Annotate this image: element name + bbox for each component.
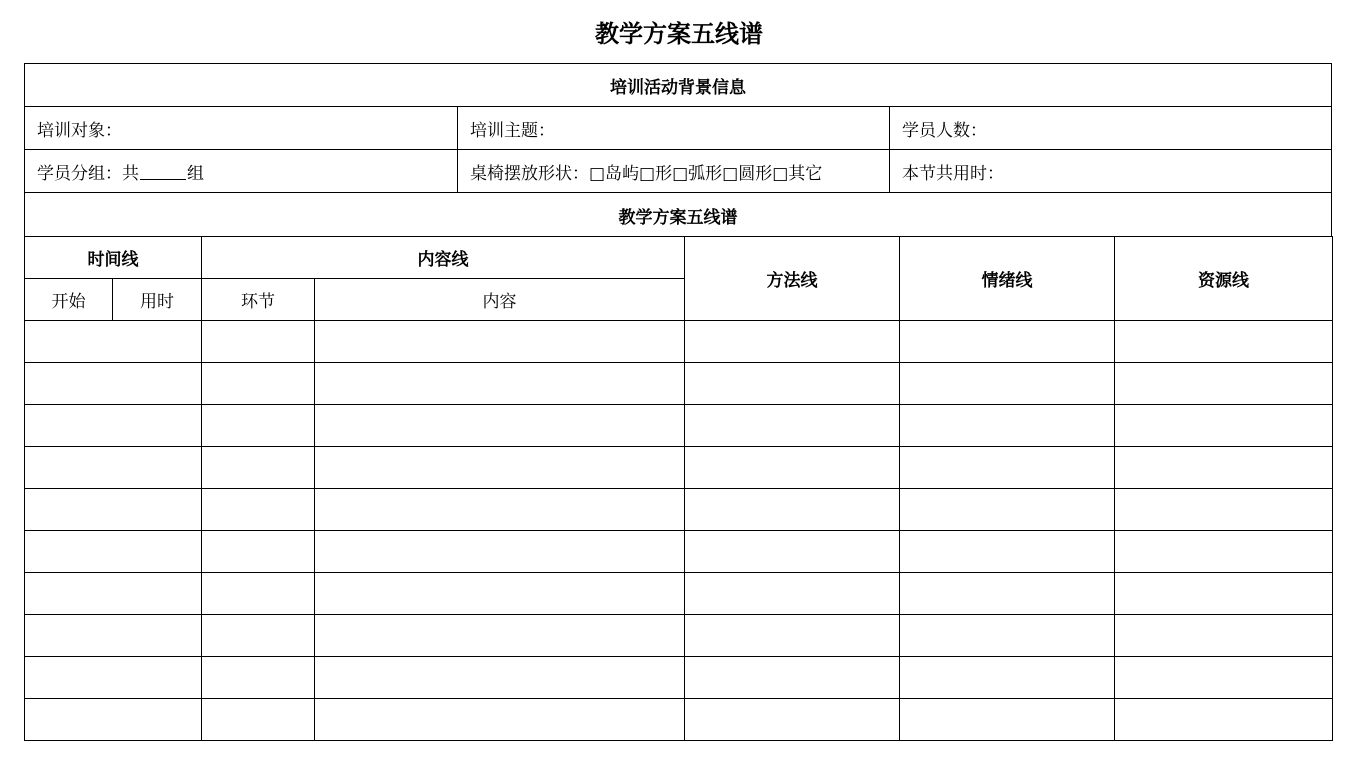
content-cell[interactable] xyxy=(315,657,685,699)
grouping-field[interactable] xyxy=(25,150,458,192)
resource-cell[interactable] xyxy=(1115,405,1333,447)
method-cell[interactable] xyxy=(685,321,900,363)
segment-cell[interactable] xyxy=(202,489,315,531)
topic-field[interactable]: 培训主题： xyxy=(458,107,890,149)
time-cell[interactable] xyxy=(25,699,202,741)
resource-cell[interactable] xyxy=(1115,447,1333,489)
resource-cell[interactable] xyxy=(1115,615,1333,657)
table-row xyxy=(25,573,1333,615)
emotion-cell[interactable] xyxy=(900,405,1115,447)
duration-subheader: 用时 xyxy=(113,279,202,321)
trainee-count-field[interactable]: 学员人数： xyxy=(902,120,987,141)
background-row-1 xyxy=(25,107,1331,150)
segment-cell[interactable] xyxy=(202,657,315,699)
time-cell[interactable] xyxy=(25,531,202,573)
method-cell[interactable] xyxy=(685,489,900,531)
group-count-blank[interactable] xyxy=(140,162,186,180)
emotion-cell[interactable] xyxy=(900,573,1115,615)
method-line-header: 方法线 xyxy=(685,237,900,321)
emotion-cell[interactable] xyxy=(900,615,1115,657)
table-row xyxy=(25,447,1333,489)
content-cell[interactable] xyxy=(315,573,685,615)
table-row xyxy=(25,699,1333,741)
method-cell[interactable] xyxy=(685,657,900,699)
segment-cell[interactable] xyxy=(202,699,315,741)
emotion-cell[interactable] xyxy=(900,363,1115,405)
table-row xyxy=(25,531,1333,573)
content-cell[interactable] xyxy=(315,615,685,657)
time-line-header: 时间线 xyxy=(25,237,202,279)
resource-cell[interactable] xyxy=(1115,321,1333,363)
segment-cell[interactable] xyxy=(202,321,315,363)
method-cell[interactable] xyxy=(685,531,900,573)
method-cell[interactable] xyxy=(685,447,900,489)
background-info-section xyxy=(24,63,1332,237)
table-row xyxy=(25,405,1333,447)
time-cell[interactable] xyxy=(25,447,202,489)
time-cell[interactable] xyxy=(25,657,202,699)
time-cell[interactable] xyxy=(25,363,202,405)
total-duration-field[interactable]: 本节共用时： xyxy=(902,163,1004,184)
emotion-cell[interactable] xyxy=(900,657,1115,699)
emotion-cell[interactable] xyxy=(900,447,1115,489)
segment-subheader: 环节 xyxy=(202,279,315,321)
resource-cell[interactable] xyxy=(1115,699,1333,741)
content-cell[interactable] xyxy=(315,531,685,573)
emotion-cell[interactable] xyxy=(900,321,1115,363)
segment-cell[interactable] xyxy=(202,573,315,615)
table-header-row-1 xyxy=(25,237,1333,279)
grouping-prefix: 学员分组：共 xyxy=(37,163,139,184)
table-row xyxy=(25,615,1333,657)
emotion-cell[interactable] xyxy=(900,699,1115,741)
background-heading: 培训活动背景信息 xyxy=(610,77,746,98)
method-cell[interactable] xyxy=(685,405,900,447)
segment-cell[interactable] xyxy=(202,531,315,573)
time-cell[interactable] xyxy=(25,573,202,615)
time-cell[interactable] xyxy=(25,405,202,447)
content-cell[interactable] xyxy=(315,447,685,489)
time-cell[interactable] xyxy=(25,615,202,657)
segment-cell[interactable] xyxy=(202,405,315,447)
table-row xyxy=(25,321,1333,363)
method-cell[interactable] xyxy=(685,363,900,405)
segment-cell[interactable] xyxy=(202,363,315,405)
emotion-cell[interactable] xyxy=(900,489,1115,531)
resource-cell[interactable] xyxy=(1115,657,1333,699)
resource-cell[interactable] xyxy=(1115,531,1333,573)
segment-cell[interactable] xyxy=(202,447,315,489)
content-cell[interactable] xyxy=(315,489,685,531)
table-row xyxy=(25,363,1333,405)
plan-heading: 教学方案五线谱 xyxy=(618,207,738,228)
content-cell[interactable] xyxy=(315,699,685,741)
grouping-suffix: 组 xyxy=(187,163,204,184)
emotion-line-header: 情绪线 xyxy=(900,237,1115,321)
trainees-field[interactable]: 培训对象： xyxy=(25,107,458,149)
resource-cell[interactable] xyxy=(1115,489,1333,531)
segment-cell[interactable] xyxy=(202,615,315,657)
background-heading-row xyxy=(25,64,1331,107)
resource-line-header: 资源线 xyxy=(1115,237,1333,321)
background-row-2 xyxy=(25,150,1331,193)
table-row xyxy=(25,657,1333,699)
time-cell[interactable] xyxy=(25,321,202,363)
start-subheader: 开始 xyxy=(25,279,113,321)
page-title: 教学方案五线谱 xyxy=(595,20,763,48)
method-cell[interactable] xyxy=(685,573,900,615)
content-cell[interactable] xyxy=(315,321,685,363)
method-cell[interactable] xyxy=(685,615,900,657)
content-subheader: 内容 xyxy=(315,279,685,321)
seating-shape-field[interactable]: 桌椅摆放形状：□岛屿□形□弧形□圆形□其它 xyxy=(458,150,890,192)
plan-heading-row xyxy=(25,193,1331,237)
plan-table xyxy=(24,236,1333,741)
method-cell[interactable] xyxy=(685,699,900,741)
time-cell[interactable] xyxy=(25,489,202,531)
content-cell[interactable] xyxy=(315,405,685,447)
content-cell[interactable] xyxy=(315,363,685,405)
resource-cell[interactable] xyxy=(1115,573,1333,615)
emotion-cell[interactable] xyxy=(900,531,1115,573)
table-row xyxy=(25,489,1333,531)
resource-cell[interactable] xyxy=(1115,363,1333,405)
content-line-header: 内容线 xyxy=(202,237,685,279)
